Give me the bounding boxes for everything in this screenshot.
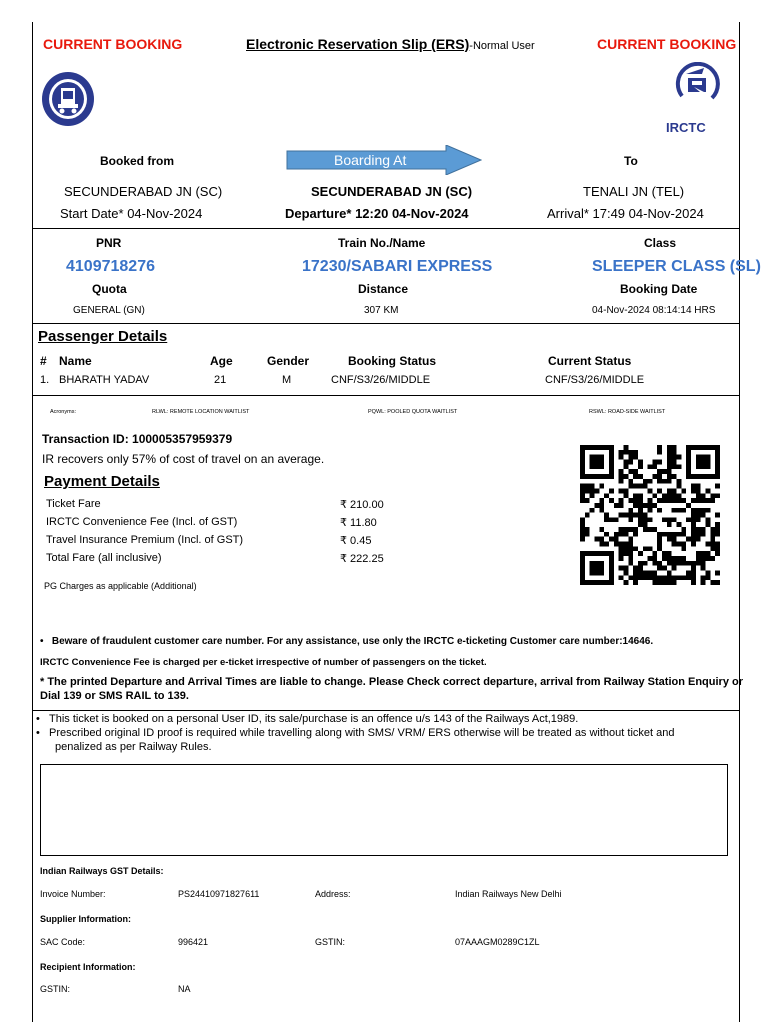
payment-amount-ticket-fare: ₹ 210.00 xyxy=(340,499,384,511)
class-label: Class xyxy=(644,236,677,250)
sac-value: 996421 xyxy=(178,937,209,947)
frame-right xyxy=(739,22,740,1022)
id-proof-notice: • Prescribed original ID proof is required while travelling along with SMS/ VRM/ ERS otherwise will be treated as without ticket and xyxy=(36,727,675,739)
passenger-gender: M xyxy=(282,374,292,386)
gst-heading: Indian Railways GST Details: xyxy=(40,866,164,876)
address-label: Address: xyxy=(315,889,351,899)
blank-box xyxy=(40,764,728,856)
supplier-heading: Supplier Information: xyxy=(40,914,131,924)
convenience-fee-notice: IRCTC Convenience Fee is charged per e-ticket irrespective of number of passengers on the ticket. xyxy=(40,657,487,668)
times-notice-line2: Dial 139 or SMS RAIL to 139. xyxy=(40,690,189,702)
ers-title-main: Electronic Reservation Slip (ERS) xyxy=(246,36,470,52)
to-label: To xyxy=(624,154,638,168)
booked-from-label: Booked from xyxy=(100,154,175,168)
pg-charges-note: PG Charges as applicable (Additional) xyxy=(44,581,197,591)
sac-label: SAC Code: xyxy=(40,937,86,947)
boarding-station: SECUNDERABAD JN (SC) xyxy=(311,184,473,199)
times-notice-line1: * The printed Departure and Arrival Times are liable to change. Please Check correct departure, arrival from Railway Station Enquiry or xyxy=(40,676,744,688)
passenger-num: 1. xyxy=(40,374,50,386)
acronym-rlwl: RLWL: REMOTE LOCATION WAITLIST xyxy=(152,409,250,415)
recovery-note: IR recovers only 57% of cost of travel on an average. xyxy=(42,452,325,466)
payment-label-convenience-fee: IRCTC Convenience Fee (Incl. of GST) xyxy=(46,516,238,528)
col-name: Name xyxy=(59,354,92,368)
recipient-gstin-value: NA xyxy=(178,984,191,994)
col-current-status: Current Status xyxy=(548,354,632,368)
supplier-gstin-value: 07AAAGM0289C1ZL xyxy=(455,937,540,947)
irctc-logo-text: IRCTC xyxy=(666,120,706,135)
id-proof-notice-text: Prescribed original ID proof is required while travelling along with SMS/ VRM/ ERS otherwise will be treated as without ticket and xyxy=(49,727,675,739)
fraud-notice: • Beware of fraudulent customer care number. For any assistance, use only the IRCTC e-ticketing Customer care number:14646. xyxy=(40,636,654,647)
pnr-value: 4109718276 xyxy=(66,258,155,275)
quota-label: Quota xyxy=(92,282,127,296)
distance-value: 307 KM xyxy=(364,305,399,316)
supplier-gstin-label: GSTIN: xyxy=(315,937,346,947)
invoice-value: PS24410971827611 xyxy=(178,889,260,899)
irctc-logo-icon xyxy=(664,62,728,112)
frame-left xyxy=(32,22,33,1022)
passenger-current-status: CNF/S3/26/MIDDLE xyxy=(545,374,645,386)
recipient-gstin-label: GSTIN: xyxy=(40,984,71,994)
col-num: # xyxy=(40,354,47,368)
start-date: Start Date* 04-Nov-2024 xyxy=(60,206,203,221)
divider-notices xyxy=(33,710,739,711)
ers-title xyxy=(246,36,535,52)
personal-id-notice-text: This ticket is booked on a personal User ID, its sale/purchase is an offence u/s 143 of the Railways Act,1989. xyxy=(49,713,579,725)
fraud-notice-text: Beware of fraudulent customer care number. For any assistance, use only the IRCTC e-ticketing Customer care number:14646. xyxy=(51,636,654,647)
transaction-id: Transaction ID: 100005357959379 xyxy=(42,432,233,446)
col-gender: Gender xyxy=(267,354,310,368)
distance-label: Distance xyxy=(358,282,409,296)
address-value: Indian Railways New Delhi xyxy=(455,889,562,899)
current-booking-left: CURRENT BOOKING xyxy=(43,36,183,52)
payment-label-ticket-fare: Ticket Fare xyxy=(46,498,101,510)
booking-date-label: Booking Date xyxy=(620,282,698,296)
passenger-booking-status: CNF/S3/26/MIDDLE xyxy=(331,374,431,386)
payment-amount-convenience-fee: ₹ 11.80 xyxy=(340,517,377,529)
indian-railways-logo-icon xyxy=(40,70,96,128)
acronym-rswl: RSWL: ROAD-SIDE WAITLIST xyxy=(589,409,666,415)
personal-id-notice: • This ticket is booked on a personal User ID, its sale/purchase is an offence u/s 143 of the Railways Act,1989. xyxy=(36,713,579,725)
arrival-time: Arrival* 17:49 04-Nov-2024 xyxy=(547,206,704,221)
passenger-name: BHARATH YADAV xyxy=(59,374,150,386)
boarding-at-label: Boarding At xyxy=(334,152,407,168)
qr-code-icon xyxy=(580,444,720,586)
quota-value: GENERAL (GN) xyxy=(73,305,145,316)
class-value: SLEEPER CLASS (SL) xyxy=(592,258,761,275)
col-booking-status: Booking Status xyxy=(348,354,437,368)
payment-amount-total: ₹ 222.25 xyxy=(340,553,384,565)
pnr-label: PNR xyxy=(96,236,122,250)
payment-details-heading: Payment Details xyxy=(44,473,160,490)
train-label: Train No./Name xyxy=(338,236,426,250)
booking-date-value: 04-Nov-2024 08:14:14 HRS xyxy=(592,305,716,316)
acronyms-label: Acronyms: xyxy=(50,409,76,415)
to-station: TENALI JN (TEL) xyxy=(583,184,685,199)
from-station: SECUNDERABAD JN (SC) xyxy=(64,184,223,199)
passenger-age: 21 xyxy=(214,374,227,386)
acronym-pqwl: PQWL: POOLED QUOTA WAITLIST xyxy=(368,409,458,415)
col-age: Age xyxy=(210,354,233,368)
divider-journey xyxy=(33,228,739,229)
payment-amount-insurance: ₹ 0.45 xyxy=(340,535,372,547)
divider-passengers xyxy=(33,395,739,396)
departure-time: Departure* 12:20 04-Nov-2024 xyxy=(285,206,469,221)
divider-booking xyxy=(33,323,739,324)
recipient-heading: Recipient Information: xyxy=(40,962,136,972)
passenger-details-heading: Passenger Details xyxy=(38,328,168,345)
ers-title-suffix: -Normal User xyxy=(469,40,535,52)
invoice-label: Invoice Number: xyxy=(40,889,106,899)
train-value: 17230/SABARI EXPRESS xyxy=(302,258,493,275)
id-proof-notice-line2: penalized as per Railway Rules. xyxy=(55,741,212,753)
payment-label-insurance: Travel Insurance Premium (Incl. of GST) xyxy=(46,534,244,546)
payment-label-total: Total Fare (all inclusive) xyxy=(46,552,162,564)
current-booking-right: CURRENT BOOKING xyxy=(597,36,737,52)
